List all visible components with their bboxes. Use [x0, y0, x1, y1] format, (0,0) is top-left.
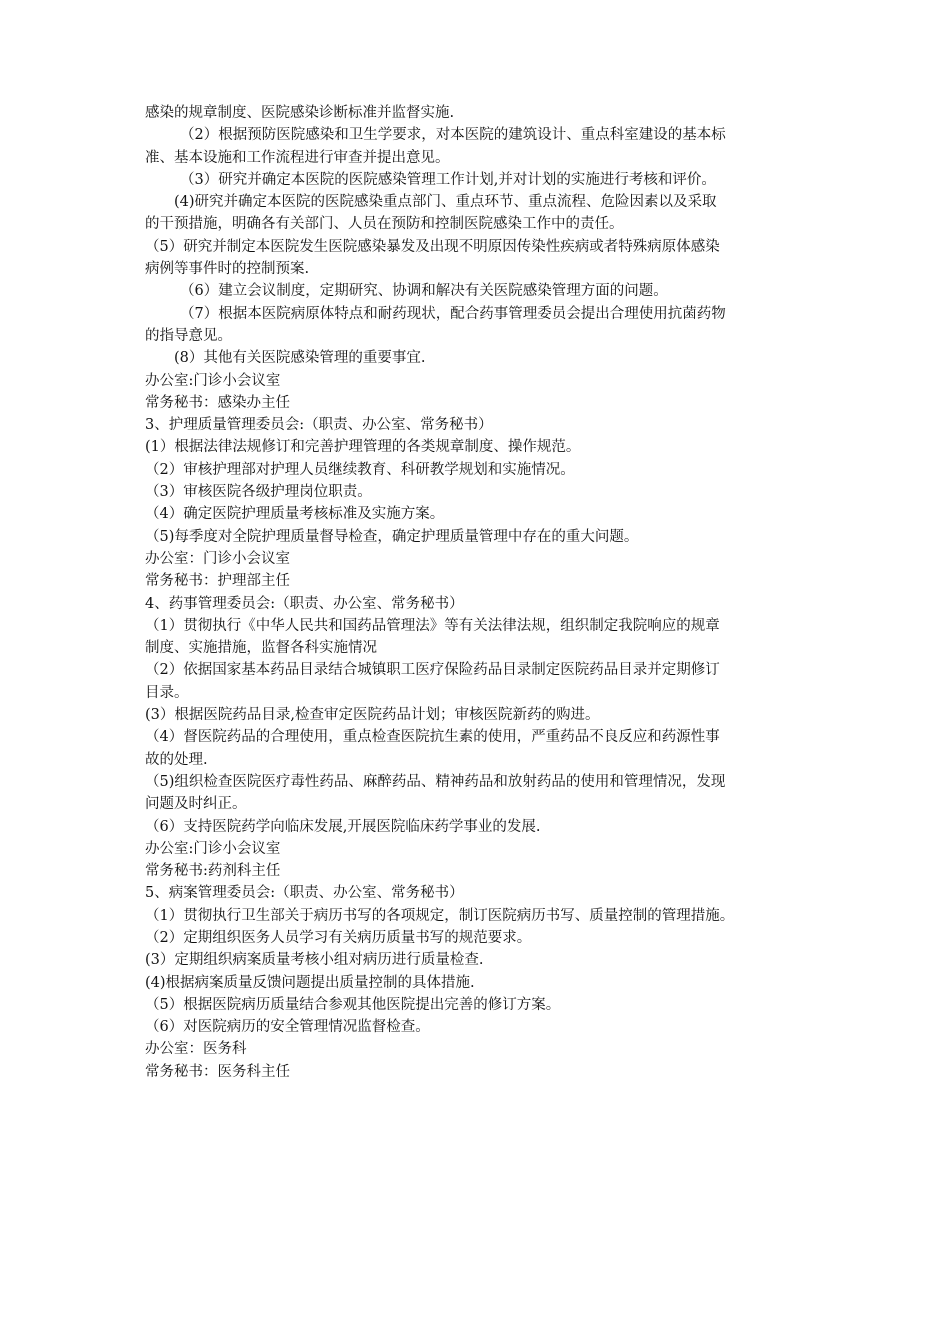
text-line: 故的处理.: [145, 751, 208, 768]
text-line: (1）根据法律法规修订和完善护理管理的各类规章制度、操作规范。: [145, 439, 581, 456]
document-body: [145, 102, 815, 1083]
text-line: （2）根据预防医院感染和卫生学要求，对本医院的建筑设计、重点科室建设的基本标: [180, 127, 726, 144]
text-line: 感染的规章制度、医院感染诊断标准并监督实施.: [145, 105, 455, 121]
text-line: （3）审核医院各级护理岗位职责。: [145, 484, 372, 501]
text-line: 办公室：门诊小会议室: [145, 550, 290, 567]
text-line: （5)每季度对全院护理质量督导检查，确定护理质量管理中存在的重大问题。: [145, 528, 639, 545]
text-line: (4)根据病案质量反馈问题提出质量控制的具体措施.: [145, 974, 475, 991]
text-line: 常务秘书:药剂科主任: [145, 863, 281, 880]
text-line: （7）根据本医院病原体特点和耐药现状，配合药事管理委员会提出合理使用抗菌药物: [180, 305, 726, 322]
text-line: 准、基本设施和工作流程进行审查并提出意见。: [145, 149, 450, 166]
text-line: 目录。: [145, 684, 189, 701]
text-line: 5、病案管理委员会:（职责、办公室、常务秘书）: [145, 885, 464, 902]
text-line: （4）确定医院护理质量考核标准及实施方案。: [145, 506, 445, 523]
text-line: （1）贯彻执行《中华人民共和国药品管理法》等有关法律法规，组织制定我院响应的规章: [145, 617, 720, 634]
text-line: 3、护理质量管理委员会:（职责、办公室、常务秘书）: [145, 417, 493, 434]
text-line: 制度、实施措施，监督各科实施情况: [145, 640, 377, 657]
text-line: 问题及时纠正。: [145, 796, 247, 813]
text-line: 的干预措施，明确各有关部门、人员在预防和控制医院感染工作中的责任。: [145, 216, 624, 233]
text-line: 办公室:门诊小会议室: [145, 840, 281, 857]
text-line: 的指导意见。: [145, 327, 232, 344]
text-line: （2）审核护理部对护理人员继续教育、科研教学规划和实施情况。: [145, 461, 575, 478]
text-line: 常务秘书：医务科主任: [145, 1063, 290, 1080]
text-line: （2）定期组织医务人员学习有关病历质量书写的规范要求。: [145, 929, 532, 946]
text-line: （1）贯彻执行卫生部关于病历书写的各项规定，制订医院病历书写、质量控制的管理措施。: [145, 907, 735, 924]
text-line: (3）根据医院药品目录,检查审定医院药品计划；审核医院新药的购进。: [145, 707, 600, 724]
text-line: 办公室：医务科: [145, 1041, 247, 1058]
text-line: (3）定期组织病案质量考核小组对病历进行质量检查.: [145, 952, 484, 969]
text-line: （5）根据医院病历质量结合参观其他医院提出完善的修订方案。: [145, 996, 561, 1013]
text-line: 常务秘书：护理部主任: [145, 573, 290, 590]
text-line: 常务秘书：感染办主任: [145, 394, 290, 411]
text-line: （6）对医院病历的安全管理情况监督检查。: [145, 1019, 430, 1036]
text-line: (8）其他有关医院感染管理的重要事宜.: [174, 350, 426, 367]
text-line: （5)组织检查医院医疗毒性药品、麻醉药品、精神药品和放射药品的使用和管理情况，发现: [145, 773, 726, 790]
text-line: 办公室:门诊小会议室: [145, 372, 281, 389]
text-line: （6）建立会议制度，定期研究、协调和解决有关医院感染管理方面的问题。: [180, 283, 668, 300]
text-line: （6）支持医院药学向临床发展,开展医院临床药学事业的发展.: [145, 818, 541, 835]
text-line: 4、药事管理委员会:（职责、办公室、常务秘书）: [145, 595, 464, 612]
text-line: （5）研究并制定本医院发生医院感染暴发及出现不明原因传染性疾病或者特殊病原体感染: [145, 238, 720, 255]
text-line: (4)研究并确定本医院的医院感染重点部门、重点环节、重点流程、危险因素以及采取: [174, 194, 717, 211]
text-line: （3）研究并确定本医院的医院感染管理工作计划,并对计划的实施进行考核和评价。: [180, 171, 716, 188]
text-line: 病例等事件时的控制预案.: [145, 261, 310, 278]
text-line: （2）依据国家基本药品目录结合城镇职工医疗保险药品目录制定医院药品目录并定期修订: [145, 662, 720, 679]
text-line: （4）督医院药品的合理使用，重点检查医院抗生素的使用，严重药品不良反应和药源性事: [145, 729, 720, 746]
